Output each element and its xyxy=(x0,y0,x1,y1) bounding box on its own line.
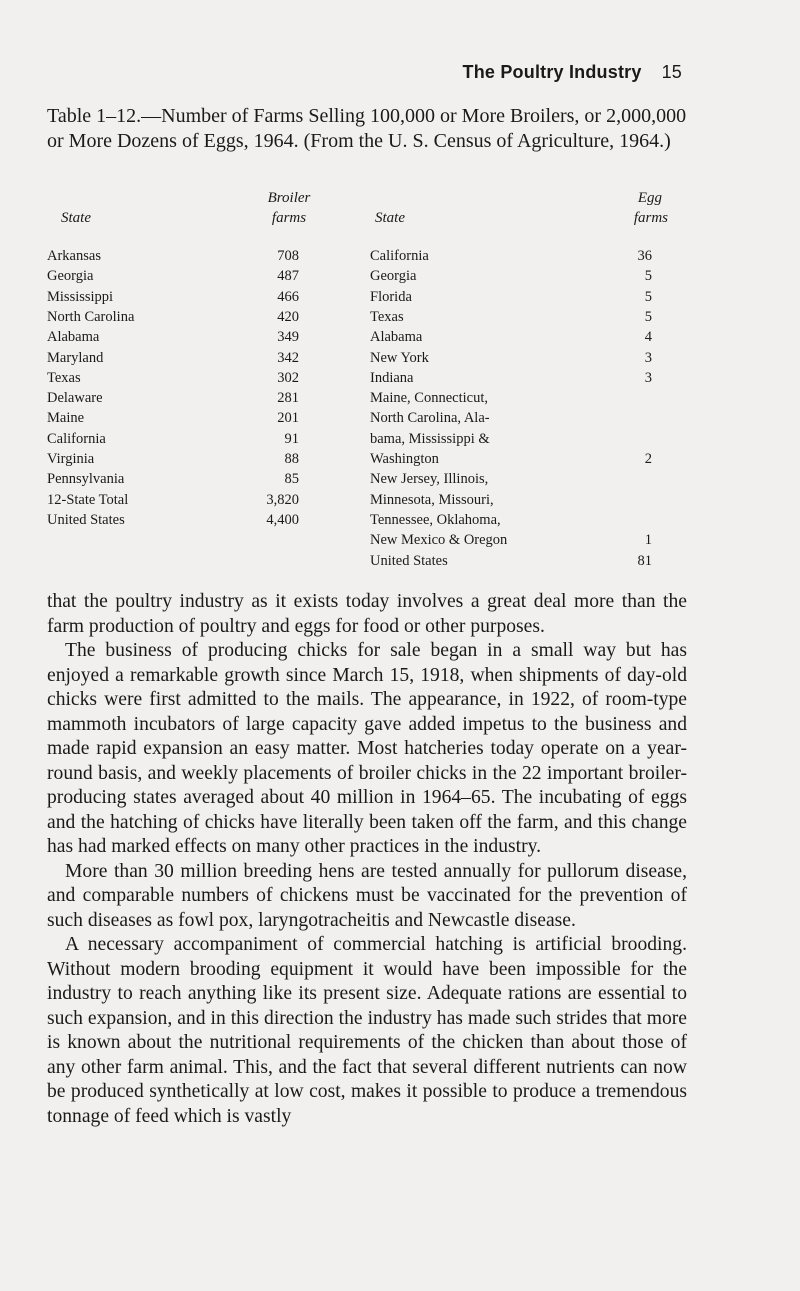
header-egg-line2: farms xyxy=(633,210,668,226)
header-egg-line1: Egg xyxy=(637,190,662,206)
broiler-farms-cell: 302 xyxy=(277,369,299,386)
broiler-farms-cell: 420 xyxy=(277,308,299,325)
broiler-state-cell: Maine xyxy=(47,410,85,427)
egg-state-cell: North Carolina, Ala- xyxy=(370,410,490,427)
egg-state-cell: Maine, Connecticut, xyxy=(370,390,488,407)
broiler-farms-cell: 4,400 xyxy=(266,511,299,528)
egg-state-cell: California xyxy=(370,248,429,264)
broiler-state-cell: Mississippi xyxy=(47,288,114,305)
egg-state-cell: Alabama xyxy=(370,329,423,346)
header-state-left: State xyxy=(61,210,91,226)
egg-state-cell: Minnesota, Missouri, xyxy=(370,491,494,508)
egg-farms-cell: 5 xyxy=(644,268,652,285)
broiler-farms-cell: 3,820 xyxy=(266,491,299,508)
page-number: 15 xyxy=(661,62,682,82)
broiler-state-cell: Georgia xyxy=(47,268,94,285)
broiler-farms-cell: 349 xyxy=(277,329,299,346)
broiler-state-cell: United States xyxy=(47,511,125,528)
paragraph: The business of producing chicks for sale began in a small way but has enjoyed a remarkable growth since March 15, 1918, when shipments of day-old chicks were first admitted to the mails. The appearance, in 1922, of room-type mammoth incubators of large capacity gave added impetus to the business and made rapid expansion an easy matter. Most hatcheries today operate on a year-round basis, and weekly placements of broiler chicks in the 22 important broiler-producing states averaged about 40 million in 1964–65. The incubating of eggs and the hatching of chicks have literally been taken off the farm, and this change has had marked effects on many other practices in the industry. xyxy=(47,640,687,857)
egg-state-cell: Florida xyxy=(370,288,412,305)
egg-farms-cell: 3 xyxy=(644,369,652,386)
paragraph: A necessary accompaniment of commercial hatching is artificial brooding. Without modern brooding equipment it would have been impossible for the industry to reach anything like its present size. Adequate rations are essential to such expansion, and in this direction the industry has made such strides that more is known about the nutritional requirements of the chicken than about those of any other farm animal. This, and the fact that several different nutrients can now be produced synthetically at low cost, makes it possible to produce a tremendous tonnage of feed which is vastly xyxy=(47,934,687,1127)
broiler-farms-cell: 466 xyxy=(277,288,299,305)
egg-farms-cell: 3 xyxy=(644,349,652,366)
broiler-state-cell: Maryland xyxy=(47,349,104,366)
broiler-state-cell: Pennsylvania xyxy=(47,471,125,488)
broiler-state-cell: Virginia xyxy=(47,451,95,467)
broiler-farms-cell: 342 xyxy=(277,349,299,366)
egg-farms-cell: 5 xyxy=(644,288,652,305)
broiler-state-cell: Alabama xyxy=(47,329,100,346)
broiler-farms-cell: 281 xyxy=(277,390,299,407)
egg-farms-cell: 81 xyxy=(637,552,652,569)
broiler-farms-cell: 88 xyxy=(284,451,299,467)
egg-state-cell: Georgia xyxy=(370,268,417,285)
broiler-state-cell: California xyxy=(47,430,106,447)
egg-farms-cell: 1 xyxy=(644,532,652,549)
egg-state-cell: Tennessee, Oklahoma, xyxy=(370,511,501,528)
table-caption: Table 1–12.—Number of Farms Selling 100,000 or More Broilers, or 2,000,000 or More Dozens of Eggs, 1964. (From the U. S. Census of Agriculture, 1964.) xyxy=(47,105,687,152)
egg-state-cell: Texas xyxy=(370,308,404,325)
egg-farms-cell: 2 xyxy=(644,451,652,467)
broiler-farms-cell: 487 xyxy=(277,268,299,285)
running-head xyxy=(463,62,682,83)
broiler-farms-cell: 91 xyxy=(284,430,299,447)
broiler-state-cell: 12-State Total xyxy=(47,491,129,508)
broiler-farms-cell: 201 xyxy=(277,410,299,427)
egg-state-cell: New York xyxy=(370,349,429,366)
egg-state-cell: Washington xyxy=(370,451,439,467)
header-broiler-line2: farms xyxy=(271,210,307,226)
egg-farms-cell: 4 xyxy=(644,329,652,346)
farms-table xyxy=(47,188,682,569)
paragraph: More than 30 million breeding hens are tested annually for pullorum disease, and comparable numbers of chickens must be vaccinated for the prevention of such diseases as fowl pox, laryngotracheitis and Newcastle disease. xyxy=(47,860,687,931)
egg-farms-cell: 36 xyxy=(637,248,652,264)
egg-state-cell: New Jersey, Illinois, xyxy=(370,471,489,488)
broiler-farms-cell: 85 xyxy=(284,471,299,488)
egg-state-cell: Indiana xyxy=(370,369,414,386)
broiler-farms-cell: 708 xyxy=(277,248,299,264)
egg-state-cell: United States xyxy=(370,552,448,569)
broiler-state-cell: Arkansas xyxy=(47,248,101,264)
egg-state-cell: New Mexico & Oregon xyxy=(370,532,508,549)
broiler-state-cell: Texas xyxy=(47,369,81,386)
body-text xyxy=(47,590,687,1129)
broiler-state-cell: Delaware xyxy=(47,390,103,407)
header-broiler-line1: Broiler xyxy=(267,190,311,206)
egg-farms-cell: 5 xyxy=(644,308,652,325)
header-state-right: State xyxy=(375,210,405,226)
running-head-title: The Poultry Industry xyxy=(462,62,642,82)
broiler-state-cell: North Carolina xyxy=(47,308,135,325)
egg-state-cell: bama, Mississippi & xyxy=(370,430,490,447)
paragraph: that the poultry industry as it exists today involves a great deal more than the farm production of poultry and eggs for food or other purposes. xyxy=(47,591,687,637)
